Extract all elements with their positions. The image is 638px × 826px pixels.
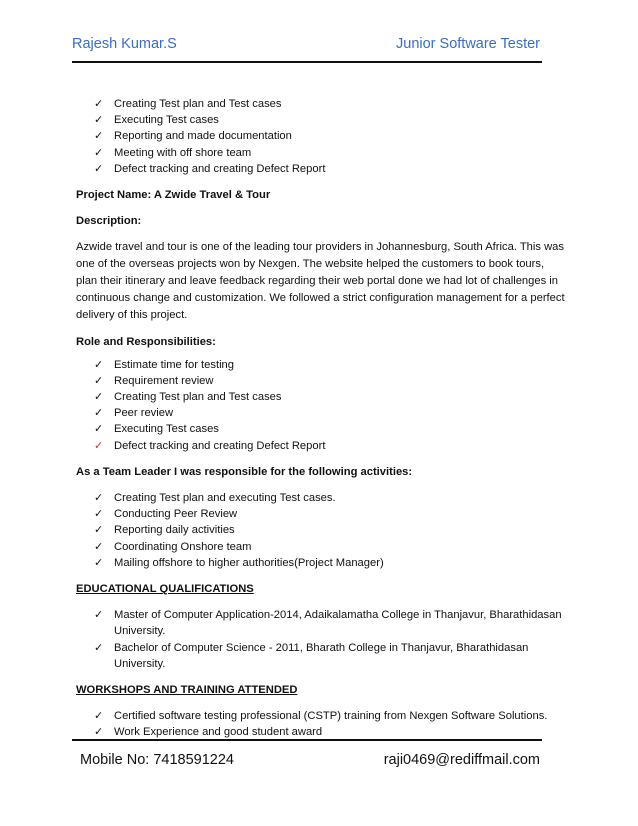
checkmark-icon: ✓ [94,374,104,387]
checkmark-icon: ✓ [94,358,104,371]
list-item: ✓ Conducting Peer Review [76,506,566,522]
checkmark-icon: ✓ [94,114,104,127]
footer-divider [72,739,542,741]
checkmark-icon: ✓ [94,423,104,436]
checkmark-icon: ✓ [94,508,104,521]
list-item: ✓ Estimate time for testing [76,357,566,373]
project-name: Project Name: A Zwide Travel & Tour [76,189,271,202]
checkmark-icon: ✓ [94,98,104,110]
checkmark-icon: ✓ [94,407,104,420]
list-item: ✓ Mailing offshore to higher authorities(Project Manager) [76,555,566,571]
checkmark-icon: ✓ [94,726,104,739]
list-item: ✓ Peer review [76,405,566,421]
project-description: Azwide travel and tour is one of the leading tour providers in Johannesburg, South Africa. This was one of the overseas projects won by Nexgen. The website helped the customers to book tours, plan their itinerary and leave feedback regarding their web portal done we had lot of challenges in continuous change and customization. We followed a strict configuration management for a perfect delivery of this project. [76,241,565,322]
project-1-responsibilities [76,96,566,177]
list-item: ✓ Creating Test plan and executing Test cases. [76,490,566,506]
project-2-responsibilities [76,357,566,454]
header-divider [72,61,542,63]
team-lead-activities [76,490,566,571]
list-item: ✓ Meeting with off shore team [76,145,566,161]
job-title: Junior Software Tester [396,36,540,52]
checkmark-icon: ✓ [94,710,104,723]
workshops-list [76,708,566,740]
checkmark-icon: ✓ [94,540,104,553]
list-item: ✓ Coordinating Onshore team [76,539,566,555]
list-item: ✓ Bachelor of Computer Science - 2011, Bharath College in Thanjavur, Bharathidasan University. [94,641,529,670]
checkmark-icon: ✓ [94,556,104,569]
list-item: ✓ Reporting and made documentation [76,128,566,144]
page-footer [80,752,540,768]
list-item: ✓ Requirement review [76,373,566,389]
roles-heading: Role and Responsibilities: [76,336,216,349]
mobile-number: Mobile No: 7418591224 [80,752,234,768]
education-list [76,607,566,672]
list-item: ✓ Executing Test cases [76,112,566,128]
checkmark-icon: ✓ [94,146,104,159]
description-heading: Description: [76,215,142,228]
checkmark-icon: ✓ [94,130,104,143]
candidate-name: Rajesh Kumar.S [72,36,177,52]
education-heading: EDUCATIONAL QUALIFICATIONS [76,583,254,596]
list-item: ✓ Creating Test plan and Test cases [76,389,566,405]
list-item: ✓ Certified software testing professional (CSTP) training from Nexgen Software Solutions. [76,708,566,724]
email-address: raji0469@rediffmail.com [383,752,540,768]
workshops-heading: WORKSHOPS AND TRAINING ATTENDED [76,684,298,697]
list-item: ✓ Defect tracking and creating Defect Report [76,161,566,177]
list-item: ✓ Defect tracking and creating Defect Report [76,438,566,454]
checkmark-icon: ✓ [94,162,104,175]
checkmark-icon: ✓ [94,641,104,654]
checkmark-icon: ✓ [94,524,104,537]
checkmark-icon: ✓ [94,391,104,404]
list-item: ✓ Master of Computer Application-2014, Adaikalamatha College in Thanjavur, Bharathidasan University. [94,609,562,638]
checkmark-icon: ✓ [94,439,104,452]
page-header [72,36,540,52]
team-lead-heading: As a Team Leader I was responsible for the following activities: [76,465,413,478]
checkmark-icon: ✓ [94,492,104,505]
list-item: ✓ Creating Test plan and Test cases [76,96,566,112]
list-item: ✓ Reporting daily activities [76,522,566,538]
list-item: ✓ Work Experience and good student award [76,724,566,740]
list-item: ✓ Executing Test cases [76,421,566,437]
checkmark-icon: ✓ [94,609,104,622]
resume-body [76,96,566,741]
